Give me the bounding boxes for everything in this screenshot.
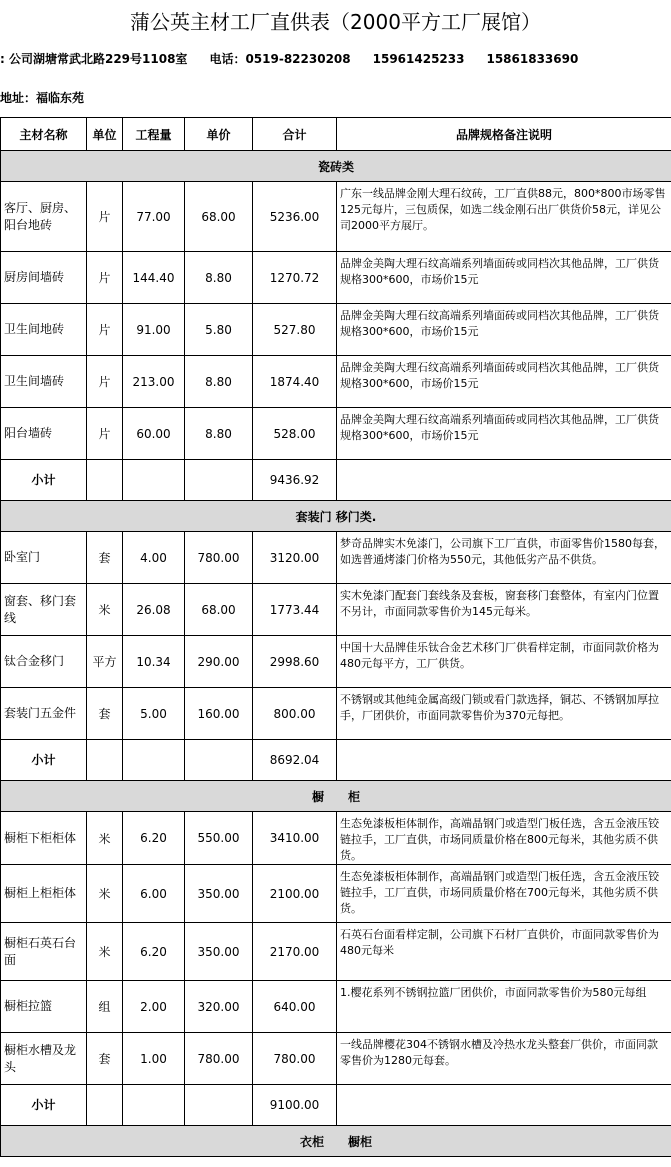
item-price: 68.00 <box>185 182 253 252</box>
item-name: 窗套、移门套线 <box>1 584 87 636</box>
subtotal-empty-note <box>337 1085 671 1126</box>
item-price: 780.00 <box>185 532 253 584</box>
category-row <box>1 151 671 182</box>
item-unit: 片 <box>87 356 123 408</box>
category-title: 瓷砖类 <box>1 151 671 182</box>
company-address: : 公司湖塘常武北路229号1108室 <box>0 52 188 66</box>
item-unit: 片 <box>87 182 123 252</box>
item-unit: 组 <box>87 981 123 1033</box>
table-row <box>1 356 671 408</box>
item-qty: 144.40 <box>123 252 185 304</box>
subtotal-row <box>1 460 671 501</box>
item-total: 640.00 <box>253 981 337 1033</box>
category-title: 衣柜 橱柜 <box>1 1126 671 1157</box>
item-note: 梦奇品牌实木免漆门，公司旗下工厂直供，市面零售价1580每套，如选普通烤漆门价格为550元，其他低劣产品不供货。 <box>337 532 671 584</box>
item-total: 527.80 <box>253 304 337 356</box>
item-unit: 套 <box>87 688 123 740</box>
subtotal-value: 8692.04 <box>253 740 337 781</box>
item-note: 1.樱花系列不锈钢拉篮厂团供价，市面同款零售价为580元每组 <box>337 981 671 1033</box>
item-unit: 米 <box>87 812 123 865</box>
table-row <box>1 981 671 1033</box>
item-price: 350.00 <box>185 865 253 923</box>
header-note: 品牌规格备注说明 <box>337 118 671 151</box>
item-price: 350.00 <box>185 923 253 981</box>
item-total: 5236.00 <box>253 182 337 252</box>
category-title: 套装门 移门类. <box>1 501 671 532</box>
item-qty: 77.00 <box>123 182 185 252</box>
item-qty: 2.00 <box>123 981 185 1033</box>
item-name: 阳台墙砖 <box>1 408 87 460</box>
item-note: 品牌金美陶大理石纹高端系列墙面砖或同档次其他品牌，工厂供货规格300*600，市场价15元 <box>337 252 671 304</box>
item-note: 不锈钢或其他纯金属高级门锁或看门款选择，铜芯、不锈钢加厚拉手，厂团供价，市面同款零售价为370元每把。 <box>337 688 671 740</box>
subtotal-empty-qty <box>123 1085 185 1126</box>
table-row <box>1 304 671 356</box>
item-price: 8.80 <box>185 356 253 408</box>
item-price: 68.00 <box>185 584 253 636</box>
subtotal-empty-price <box>185 460 253 501</box>
subtotal-label: 小计 <box>1 1085 87 1126</box>
item-name: 卧室门 <box>1 532 87 584</box>
item-qty: 6.20 <box>123 923 185 981</box>
item-qty: 91.00 <box>123 304 185 356</box>
subtotal-empty-price <box>185 740 253 781</box>
item-name: 厨房间墙砖 <box>1 252 87 304</box>
contact-info <box>0 45 671 73</box>
item-name: 套装门五金件 <box>1 688 87 740</box>
item-note: 实木免漆门配套门套线条及套板，窗套移门套整体，有室内门位置不另计，市面同款零售价为145元每米。 <box>337 584 671 636</box>
table-row <box>1 532 671 584</box>
item-unit: 片 <box>87 408 123 460</box>
item-qty: 213.00 <box>123 356 185 408</box>
item-unit: 片 <box>87 252 123 304</box>
item-total: 2170.00 <box>253 923 337 981</box>
item-note: 品牌金美陶大理石纹高端系列墙面砖或同档次其他品牌，工厂供货规格300*600，市场价15元 <box>337 356 671 408</box>
item-price: 290.00 <box>185 636 253 688</box>
item-total: 1270.72 <box>253 252 337 304</box>
table-row <box>1 584 671 636</box>
mobile-number-2: 15861833690 <box>486 52 579 66</box>
item-unit: 米 <box>87 923 123 981</box>
subtotal-empty-unit <box>87 1085 123 1126</box>
header-name: 主材名称 <box>1 118 87 151</box>
item-name: 橱柜石英石台面 <box>1 923 87 981</box>
table-row <box>1 923 671 981</box>
item-qty: 26.08 <box>123 584 185 636</box>
item-note: 石英石台面看样定制，公司旗下石材厂直供价，市面同款零售价为480元每米 <box>337 923 671 981</box>
item-note: 生态免漆板柜体制作，高端晶钢门或造型门板任选，含五金液压铰链拉手，工厂直供，市场同质量价格在700元每米，其他劣质不供货。 <box>337 865 671 923</box>
header-price: 单价 <box>185 118 253 151</box>
subtotal-empty-note <box>337 460 671 501</box>
item-unit: 套 <box>87 1033 123 1085</box>
item-name: 卫生间墙砖 <box>1 356 87 408</box>
table-row <box>1 812 671 865</box>
mobile-number-1: 15961425233 <box>372 52 465 66</box>
item-note: 中国十大品牌佳乐钛合金艺术移门厂供看样定制，市面同款价格为480元每平方，工厂供货。 <box>337 636 671 688</box>
category-row <box>1 501 671 532</box>
subtotal-row <box>1 740 671 781</box>
page-title: 蒲公英主材工厂直供表（2000平方工厂展馆） <box>130 10 541 34</box>
category-title: 橱 柜 <box>1 781 671 812</box>
header-qty: 工程量 <box>123 118 185 151</box>
table-row <box>1 865 671 923</box>
table-row <box>1 182 671 252</box>
item-qty: 10.34 <box>123 636 185 688</box>
item-unit: 米 <box>87 584 123 636</box>
item-name: 客厅、厨房、阳台地砖 <box>1 182 87 252</box>
subtotal-value: 9100.00 <box>253 1085 337 1126</box>
item-note: 生态免漆板柜体制作，高端晶钢门或造型门板任选，含五金液压铰链拉手，工厂直供，市场同质量价格在800元每米，其他劣质不供货。 <box>337 812 671 865</box>
table-row <box>1 252 671 304</box>
category-row <box>1 1126 671 1157</box>
item-note: 品牌金美陶大理石纹高端系列墙面砖或同档次其他品牌，工厂供货规格300*600，市场价15元 <box>337 304 671 356</box>
item-total: 800.00 <box>253 688 337 740</box>
item-total: 3410.00 <box>253 812 337 865</box>
table-row <box>1 688 671 740</box>
item-price: 780.00 <box>185 1033 253 1085</box>
subtotal-label: 小计 <box>1 460 87 501</box>
item-name: 橱柜下柜柜体 <box>1 812 87 865</box>
item-qty: 60.00 <box>123 408 185 460</box>
subtotal-row <box>1 1085 671 1126</box>
item-name: 橱柜上柜柜体 <box>1 865 87 923</box>
header-total: 合计 <box>253 118 337 151</box>
item-qty: 6.20 <box>123 812 185 865</box>
table-header-row <box>1 118 671 151</box>
item-name: 钛合金移门 <box>1 636 87 688</box>
item-price: 5.80 <box>185 304 253 356</box>
item-total: 528.00 <box>253 408 337 460</box>
item-name: 橱柜拉篮 <box>1 981 87 1033</box>
subtotal-empty-note <box>337 740 671 781</box>
item-price: 8.80 <box>185 252 253 304</box>
item-total: 1773.44 <box>253 584 337 636</box>
price-table <box>0 117 671 1157</box>
item-total: 780.00 <box>253 1033 337 1085</box>
subtotal-empty-unit <box>87 740 123 781</box>
item-qty: 5.00 <box>123 688 185 740</box>
item-unit: 平方 <box>87 636 123 688</box>
subtotal-empty-unit <box>87 460 123 501</box>
item-note: 一线品牌樱花304不锈钢水槽及冷热水龙头整套厂供价，市面同款零售价为1280元每套。 <box>337 1033 671 1085</box>
item-price: 320.00 <box>185 981 253 1033</box>
item-price: 550.00 <box>185 812 253 865</box>
item-unit: 米 <box>87 865 123 923</box>
subtotal-empty-price <box>185 1085 253 1126</box>
item-unit: 套 <box>87 532 123 584</box>
table-row <box>1 1033 671 1085</box>
item-qty: 6.00 <box>123 865 185 923</box>
subtotal-empty-qty <box>123 740 185 781</box>
subtotal-value: 9436.92 <box>253 460 337 501</box>
item-name: 橱柜水槽及龙头 <box>1 1033 87 1085</box>
subtotal-empty-qty <box>123 460 185 501</box>
item-total: 3120.00 <box>253 532 337 584</box>
item-qty: 1.00 <box>123 1033 185 1085</box>
item-price: 160.00 <box>185 688 253 740</box>
item-price: 8.80 <box>185 408 253 460</box>
category-row <box>1 781 671 812</box>
item-total: 2100.00 <box>253 865 337 923</box>
subtotal-label: 小计 <box>1 740 87 781</box>
item-qty: 4.00 <box>123 532 185 584</box>
item-note: 广东一线品牌金刚大理石纹砖，工厂直供88元，800*800市场零售125元每片，三包质保，如选二线金刚石出厂供货价58元，详见公司2000平方展厅。 <box>337 182 671 252</box>
item-name: 卫生间地砖 <box>1 304 87 356</box>
table-row <box>1 636 671 688</box>
header-unit: 单位 <box>87 118 123 151</box>
item-total: 1874.40 <box>253 356 337 408</box>
item-note: 品牌金美陶大理石纹高端系列墙面砖或同档次其他品牌，工厂供货规格300*600，市场价15元 <box>337 408 671 460</box>
item-total: 2998.60 <box>253 636 337 688</box>
table-row <box>1 408 671 460</box>
item-unit: 片 <box>87 304 123 356</box>
phone-number: 电话：0519-82230208 <box>209 52 351 66</box>
site-address: 地址：福临东苑 <box>0 91 85 105</box>
